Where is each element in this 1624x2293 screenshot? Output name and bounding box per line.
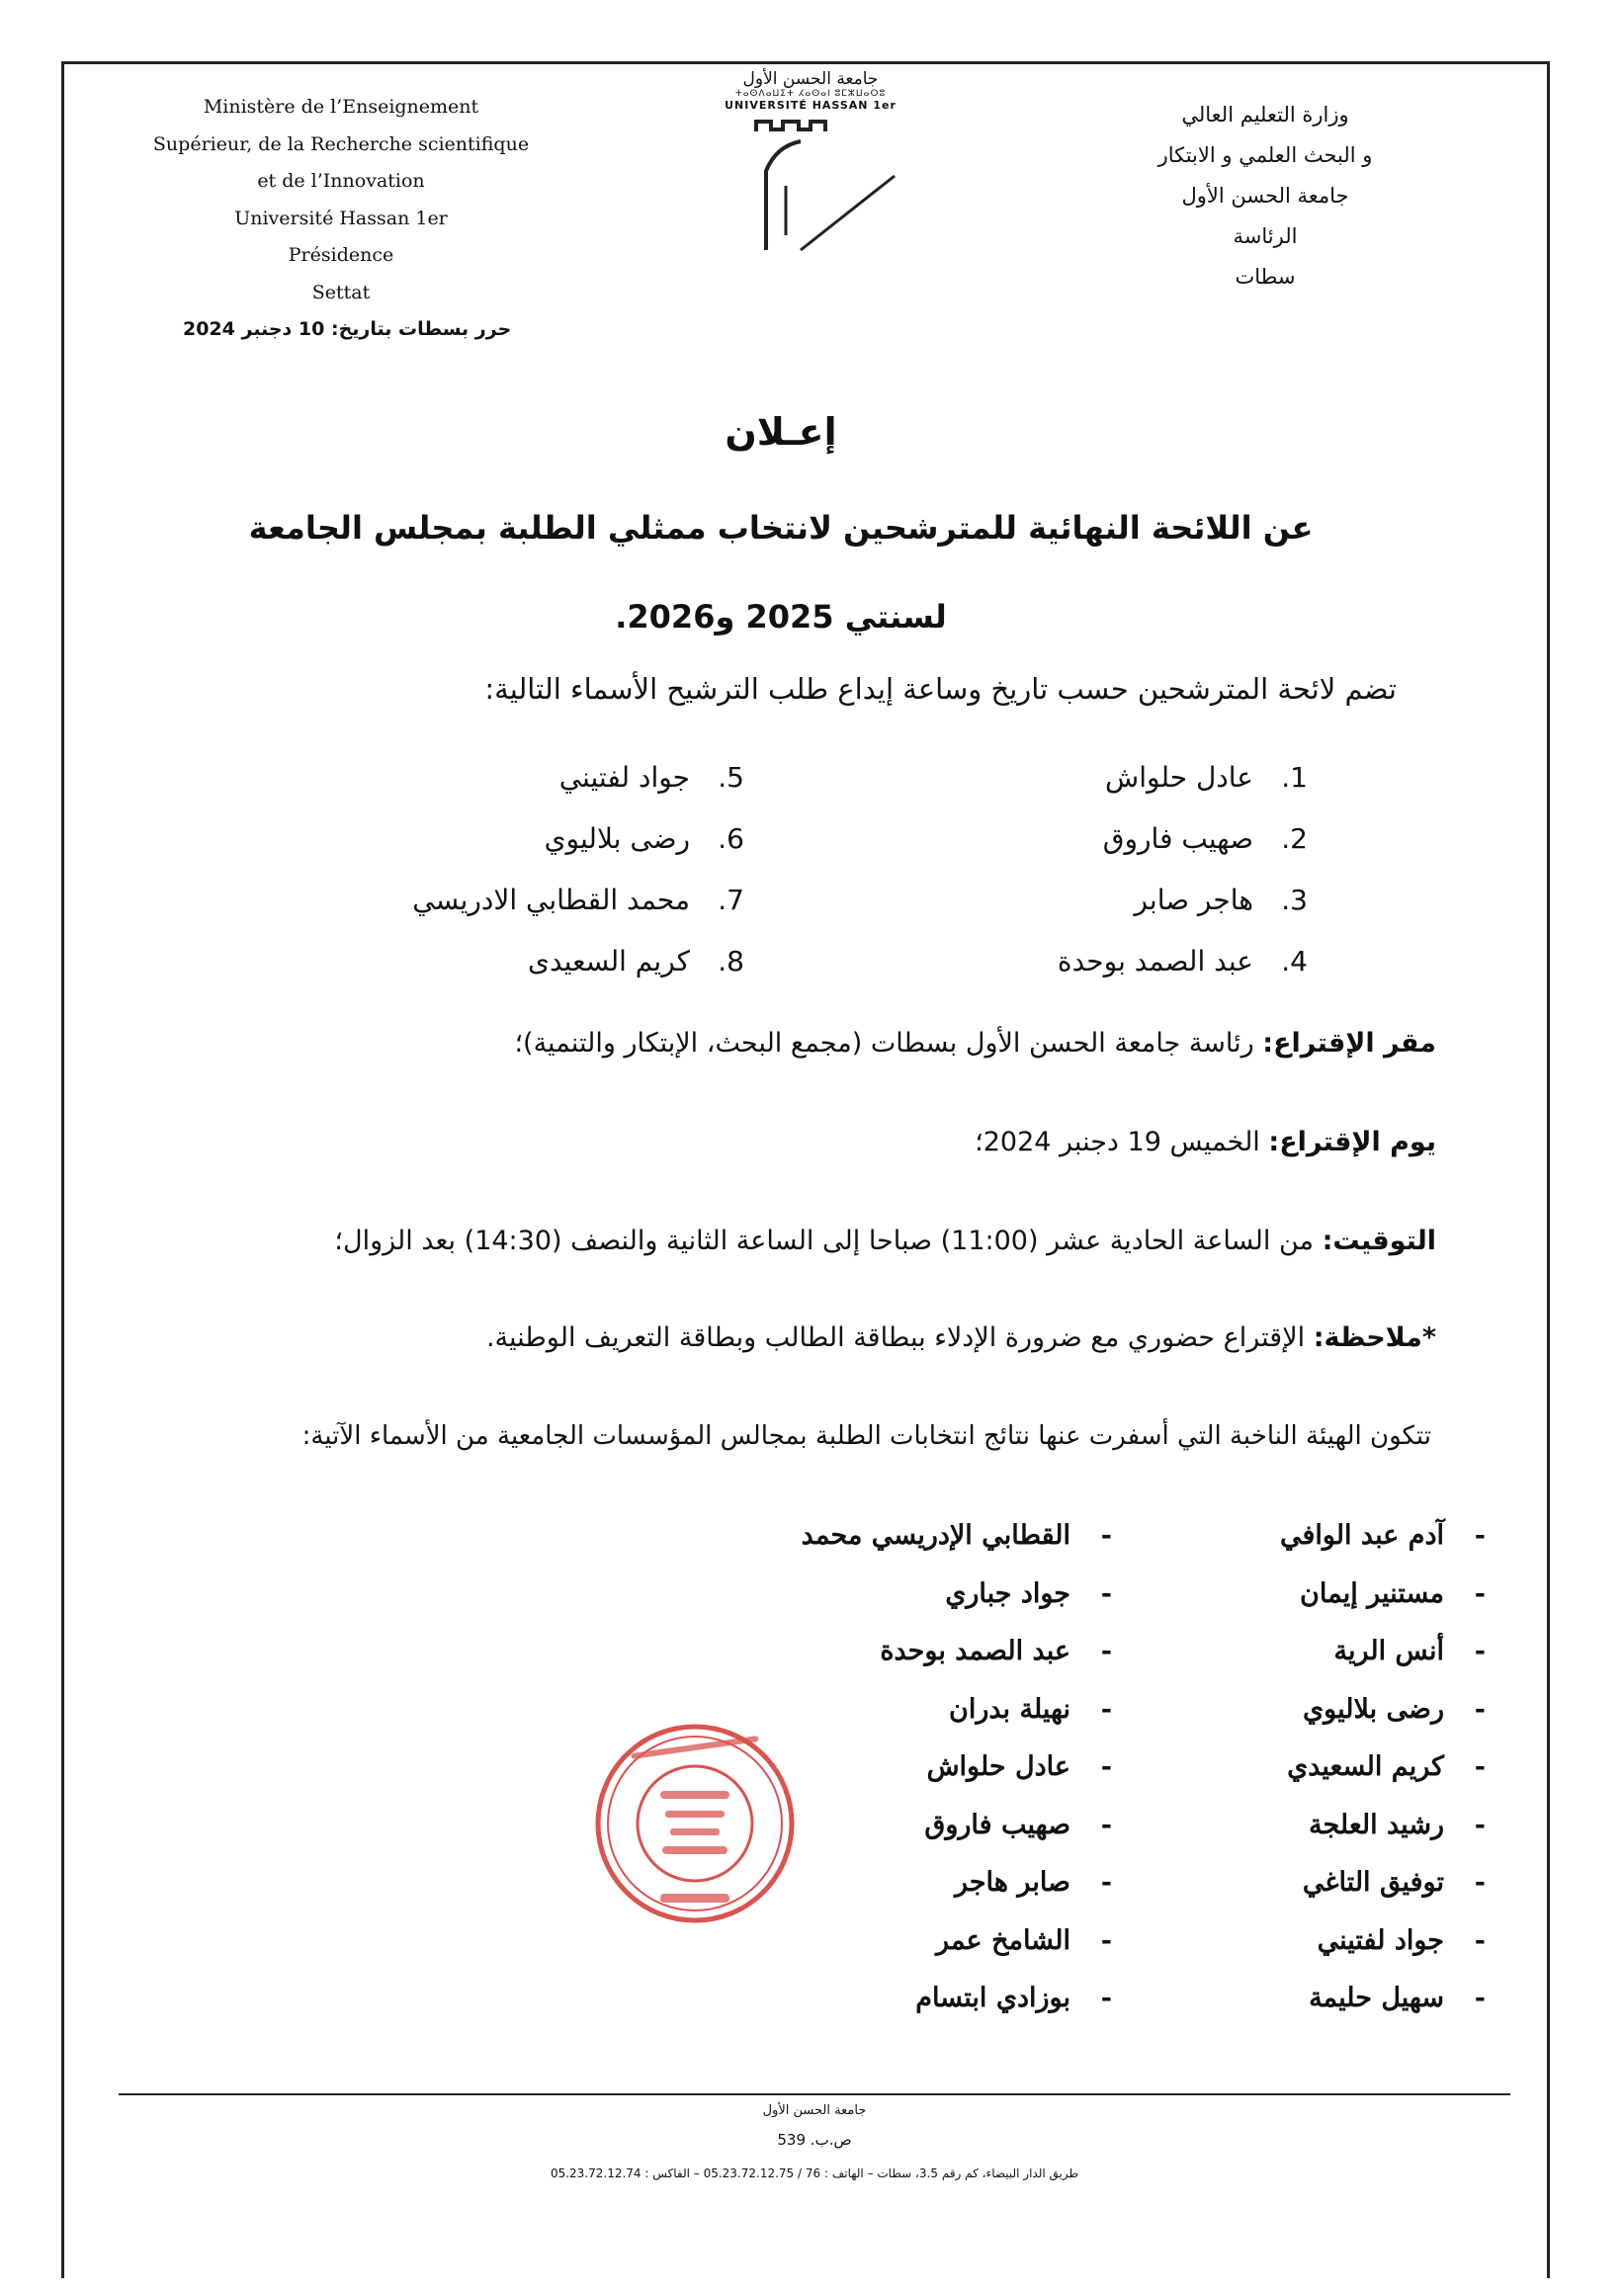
header-fr-line: Supérieur, de la Recherche scientifique <box>152 132 530 155</box>
elector-item: -مستنير إيمان <box>1300 1577 1486 1609</box>
header-ar-line: سطات <box>1235 265 1296 289</box>
title-line-2: لسنتي 2025 و2026. <box>615 598 947 636</box>
candidate-item: 7. محمد القطابي الادريسي <box>412 884 744 916</box>
vote-time-label: التوقيت: <box>1322 1226 1436 1256</box>
elector-item: -رضى بلاليوي <box>1303 1693 1486 1725</box>
electors-list-right <box>1280 1507 1486 2028</box>
header-fr-line: et de l’Innovation <box>257 170 425 192</box>
header-french <box>148 89 534 311</box>
note-value: الإقتراع حضوري مع ضرورة الإدلاء ببطاقة الطالب وبطاقة التعريف الوطنية. <box>485 1322 1306 1353</box>
elector-item: -سهيل حليمة <box>1309 1983 1486 2013</box>
header-fr-line: Settat <box>311 281 371 303</box>
announcement-title <box>148 410 1413 661</box>
header-ar-line: جامعة الحسن الأول <box>1181 184 1349 208</box>
footer-university: جامعة الحسن الأول <box>762 2103 867 2118</box>
header-fr-line: Université Hassan 1er <box>234 207 448 229</box>
elector-item: -أنس الرية <box>1333 1636 1486 1666</box>
vote-day <box>975 1127 1436 1157</box>
candidate-item: 3. هاجر صابر <box>1134 884 1308 916</box>
candidate-item: 8. كريم السعيدى <box>528 945 744 977</box>
header-ar-line: و البحث العلمي و الابتكار <box>1157 143 1373 167</box>
elector-item: -آدم عبد الوافي <box>1279 1520 1486 1551</box>
vote-place-label: مقر الإقتراع: <box>1262 1028 1436 1059</box>
electors-intro: تتكون الهيئة الناخبة التي أسفرت عنها نتائج انتخابات الطلبة بمجالس المؤسسات الجامعية من الأسماء الآتية: <box>301 1421 1431 1451</box>
elector-item: -توفيق التاغي <box>1302 1867 1486 1898</box>
footer-divider <box>119 2093 1510 2095</box>
vote-time-value: من الساعة الحادية عشر (11:00) صباحا إلى الساعة الثانية والنصف (14:30) بعد الزوال؛ <box>334 1226 1314 1256</box>
elector-item: -جواد جباري <box>945 1577 1112 1609</box>
official-stamp-icon <box>591 1720 799 1927</box>
elector-item: -عبد الصمد بوحدة <box>880 1636 1112 1666</box>
elector-item: -صابر هاجر <box>954 1867 1112 1898</box>
elector-item: -القطابي الإدريسي محمد <box>801 1520 1112 1551</box>
note <box>486 1322 1436 1353</box>
elector-item: -الشامخ عمر <box>936 1924 1112 1956</box>
candidate-item: 2. صهيب فاروق <box>1102 822 1308 855</box>
elector-item: -نهيلة بدران <box>949 1693 1112 1725</box>
university-logo <box>697 69 924 264</box>
header-fr-line: Présidence <box>288 244 394 266</box>
elector-item: -جواد لفتيني <box>1317 1924 1486 1956</box>
note-label: *ملاحظة: <box>1313 1322 1436 1353</box>
elector-item: -كريم السعيدي <box>1287 1751 1486 1782</box>
footer-po-box: ص.ب. 539 <box>777 2131 852 2149</box>
candidate-list-right <box>1058 747 1308 992</box>
vote-place <box>514 1028 1436 1059</box>
vote-time <box>334 1226 1436 1256</box>
vote-day-label: يوم الإقتراع: <box>1268 1127 1436 1157</box>
elector-item: -صهيب فاروق <box>924 1809 1112 1840</box>
header-ar-line: وزارة التعليم العالي <box>1181 103 1349 127</box>
header-ar-line: الرئاسة <box>1233 224 1298 248</box>
candidate-item: 5. جواد لفتيني <box>558 761 744 794</box>
tower-emblem-icon <box>712 112 909 260</box>
issue-date: حرر بسطات بتاريخ: 10 دجنبر 2024 <box>183 318 512 340</box>
vote-place-value: رئاسة جامعة الحسن الأول بسطات (مجمع البحث، الإبتكار والتنمية)؛ <box>514 1028 1254 1059</box>
candidate-item: 6. رضى بلاليوي <box>544 822 744 855</box>
candidates-intro: تضم لائحة المترشحين حسب تاريخ وساعة إيداع طلب الترشيح الأسماء التالية: <box>484 672 1397 706</box>
logo-french: UNIVERSITÉ HASSAN 1er <box>725 99 897 112</box>
vote-day-value: الخميس 19 دجنبر 2024؛ <box>975 1127 1260 1157</box>
footer-address: طريق الدار البيضاء، كم رقم 3.5، سطات – الهاتف : 76 / 05.23.72.12.75 – الفاكس : 05.23.72.12.74 <box>550 2166 1079 2180</box>
title-main: إعـلان <box>725 410 837 454</box>
logo-tifinagh: ⵜⴰⵙⴷⴰⵡⵉⵜ ⵃⴰⵙⴰⵏ ⵓⵎⵣⵡⴰⵔⵓ <box>734 89 887 99</box>
header-fr-line: Ministère de l’Enseignement <box>203 96 479 118</box>
title-line-1: عن اللائحة النهائية للمترشحين لانتخاب ممثلي الطلبة بمجلس الجامعة <box>248 509 1314 547</box>
candidate-list-left <box>412 747 744 992</box>
header-arabic <box>1097 95 1433 297</box>
elector-item: -رشيد العلجة <box>1309 1809 1486 1840</box>
logo-arabic: جامعة الحسن الأول <box>742 69 879 89</box>
candidate-item: 4. عبد الصمد بوحدة <box>1057 945 1308 977</box>
candidate-item: 1. عادل حلواش <box>1105 761 1308 794</box>
electors-list-left <box>802 1507 1112 2028</box>
elector-item: -بوزادي ابتسام <box>915 1983 1112 2013</box>
elector-item: -عادل حلواش <box>926 1751 1112 1782</box>
